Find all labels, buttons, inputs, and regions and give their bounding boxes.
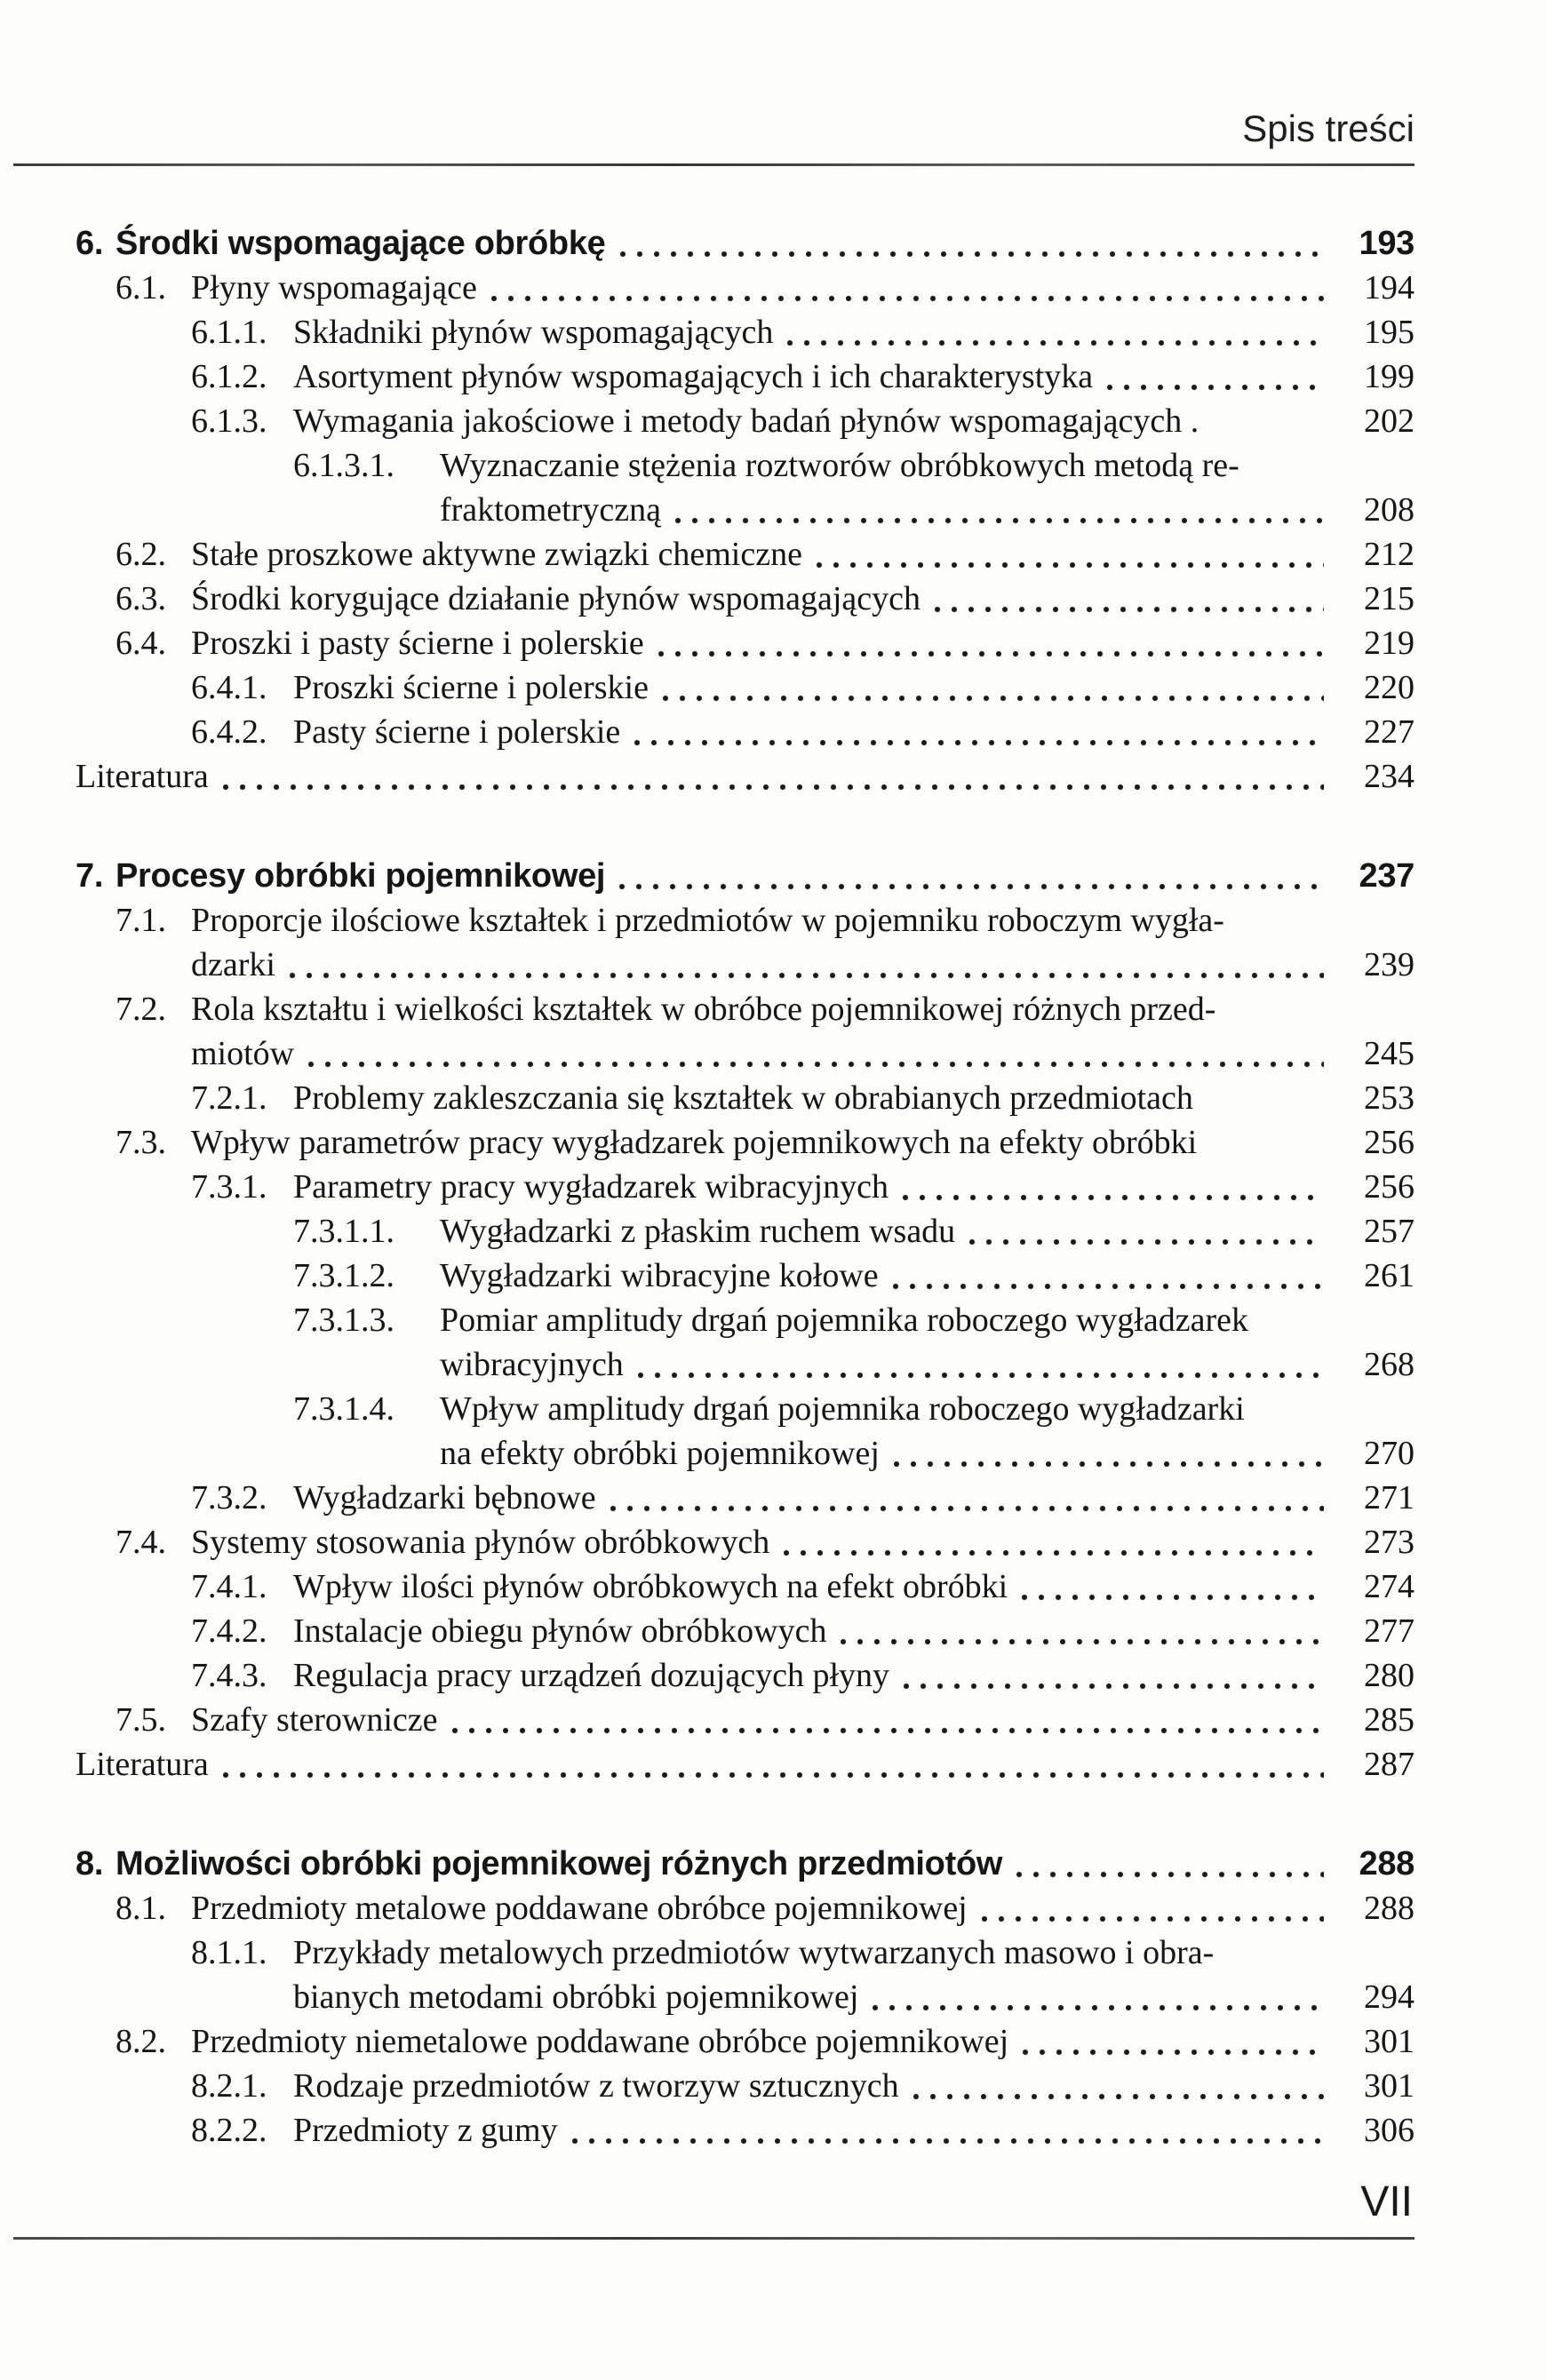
entry-title: Wygładzarki z płaskim ruchem wsadu (440, 1213, 956, 1250)
dot-leader (223, 1768, 1324, 1779)
entry-title: Przedmioty niemetalowe poddawane obróbce pojemnikowej (191, 2023, 1009, 2060)
dot-leader (893, 1279, 1324, 1290)
entry-page: 245 (1364, 1035, 1415, 1072)
entry-number: 7.5. (116, 1701, 166, 1739)
dot-leader (619, 880, 1324, 890)
toc-entry-row (76, 1342, 1415, 1387)
entry-page: 274 (1364, 1568, 1415, 1605)
entry-title: Proszki i pasty ścierne i polerskie (191, 625, 644, 662)
toc-entry-row (76, 2108, 1415, 2153)
entry-number: 6.3. (116, 580, 166, 617)
toc-entry-row (76, 1431, 1415, 1476)
dot-leader (903, 1190, 1324, 1201)
entry-title: Wyznaczanie stężenia roztworów obróbkowych metodą re- (440, 447, 1239, 484)
entry-number: 6.4.2. (191, 713, 267, 751)
toc-entry-row (76, 1698, 1415, 1742)
entry-page: 294 (1364, 1978, 1415, 2016)
entry-page: 273 (1364, 1524, 1415, 1561)
dot-leader (873, 2001, 1324, 2011)
toc-entry-row (76, 1387, 1415, 1431)
entry-title: Przykłady metalowych przedmiotów wytwarzanych masowo i obra- (293, 1934, 1215, 1971)
entry-title: Wpływ ilości płynów obróbkowych na efekt obróbki (293, 1568, 1008, 1605)
entry-page: 288 (1364, 1890, 1415, 1927)
entry-title: Wpływ parametrów pracy wygładzarek pojemnikowych na efekty obróbki (191, 1124, 1198, 1161)
dot-leader (620, 247, 1324, 258)
entry-number: 7.3.1.4. (293, 1390, 394, 1428)
entry-page: 268 (1364, 1346, 1415, 1383)
toc-entry-row (76, 1609, 1415, 1653)
toc-entry-row (76, 488, 1415, 532)
entry-number: 8.2.2. (191, 2112, 267, 2149)
entry-title: Rodzaje przedmiotów z tworzyw sztucznych (293, 2067, 899, 2105)
toc-entry-row (76, 1742, 1415, 1787)
entry-number: 8.1.1. (191, 1934, 267, 1971)
entry-number: 8.2. (116, 2023, 166, 2060)
entry-title: Asortyment płynów wspomagających i ich charakterystyka (293, 358, 1094, 395)
entry-page: 253 (1364, 1079, 1415, 1117)
toc-entry-row (76, 532, 1415, 577)
dot-leader (1022, 1590, 1324, 1601)
toc-entry-row (76, 1209, 1415, 1254)
entry-title: Przedmioty metalowe poddawane obróbce pojemnikowej (191, 1890, 968, 1927)
page-title: Spis treści (1242, 107, 1415, 149)
entry-number: 7.4.1. (191, 1568, 267, 1605)
dot-leader (784, 1546, 1324, 1556)
entry-page: 220 (1364, 669, 1415, 706)
toc-chapter-row (76, 854, 1415, 898)
entry-page: 256 (1364, 1124, 1415, 1161)
page-number: VII (1360, 2178, 1413, 2225)
entry-title: Literatura (76, 758, 209, 795)
entry-number: 7.2.1. (191, 1079, 267, 1117)
entry-page: 271 (1364, 1479, 1415, 1516)
entry-page: 239 (1364, 946, 1415, 983)
entry-title: Szafy sterownicze (191, 1701, 438, 1739)
entry-number: 7.4.2. (191, 1612, 267, 1650)
dot-leader (1023, 2045, 1324, 2056)
entry-number: 7.3.1.2. (293, 1257, 394, 1294)
entry-number: 7.3. (116, 1124, 166, 1161)
toc-entry-row (76, 754, 1415, 799)
entry-page: 199 (1364, 358, 1415, 395)
entry-title: Możliwości obróbki pojemnikowej różnych przedmiotów (116, 1845, 1003, 1883)
entry-number: 7.3.1.3. (293, 1301, 394, 1339)
entry-page: 202 (1364, 402, 1415, 440)
entry-page: 256 (1364, 1168, 1415, 1206)
entry-title: Środki wspomagające obróbkę (116, 225, 606, 262)
toc-entry-row (76, 1476, 1415, 1520)
header-divider (13, 163, 1415, 166)
entry-title: Wymagania jakościowe i metody badań płynów wspomagających . (293, 402, 1199, 440)
dot-leader (1107, 380, 1324, 391)
toc-entry-row (76, 1120, 1415, 1165)
toc-chapter-row (76, 1842, 1415, 1886)
entry-number: 6.4. (116, 625, 166, 662)
toc-section (76, 221, 1415, 799)
toc-entry-row (76, 1520, 1415, 1564)
entry-title: Instalacje obiegu płynów obróbkowych (293, 1612, 827, 1650)
toc-chapter-row (76, 221, 1415, 266)
entry-title: wibracyjnych (440, 1346, 624, 1383)
toc-entry-row (76, 1031, 1415, 1076)
toc-entry-row (76, 1254, 1415, 1298)
entry-title: Wygładzarki bębnowe (293, 1479, 596, 1516)
entry-title: Regulacja pracy urządzeń dozujących płyny (293, 1657, 890, 1694)
entry-title: Pomiar amplitudy drgań pojemnika roboczego wygładzarek (440, 1301, 1248, 1339)
entry-title: Rola kształtu i wielkości kształtek w obróbce pojemnikowej różnych przed- (191, 991, 1216, 1028)
toc-entry-row (76, 354, 1415, 399)
entry-title: Stałe proszkowe aktywne związki chemiczne (191, 536, 802, 573)
entry-number: 6.1.1. (191, 314, 267, 351)
entry-page: 195 (1364, 314, 1415, 351)
entry-title: fraktometryczną (440, 491, 661, 529)
entry-number: 6. (76, 225, 104, 262)
entry-title: Przedmioty z gumy (293, 2112, 558, 2149)
toc-entry-row (76, 665, 1415, 710)
entry-title: Problemy zakleszczania się kształtek w obrabianych przedmiotach (293, 1079, 1193, 1117)
toc-entry-row (76, 943, 1415, 987)
entry-title: Proszki ścierne i polerskie (293, 669, 649, 706)
dot-leader (663, 691, 1324, 702)
entry-page: 287 (1364, 1746, 1415, 1783)
dot-leader (817, 558, 1324, 569)
entry-page: 270 (1364, 1435, 1415, 1472)
toc-entry-row (76, 266, 1415, 310)
entry-page: 285 (1364, 1701, 1415, 1739)
toc-entry-row (76, 1165, 1415, 1209)
entry-number: 7.4.3. (191, 1657, 267, 1694)
entry-page: 208 (1364, 491, 1415, 529)
entry-page: 193 (1359, 225, 1415, 262)
toc-entry-row (76, 1564, 1415, 1609)
dot-leader (658, 647, 1324, 657)
toc-entry-row (76, 310, 1415, 354)
toc-entry-row (76, 710, 1415, 754)
toc-section (76, 854, 1415, 1787)
entry-title: Wpływ amplitudy drgań pojemnika roboczego wygładzarki (440, 1390, 1245, 1428)
dot-leader (913, 2089, 1324, 2100)
entry-page: 280 (1364, 1657, 1415, 1694)
entry-title: Parametry pracy wygładzarek wibracyjnych (293, 1168, 889, 1206)
toc (76, 221, 1415, 2153)
dot-leader (904, 1679, 1324, 1690)
entry-number: 6.1.3. (191, 402, 267, 440)
dot-leader (634, 736, 1324, 746)
toc-entry-row (76, 577, 1415, 621)
entry-title: miotów (191, 1035, 295, 1072)
dot-leader (841, 1635, 1324, 1645)
entry-title: Płyny wspomagające (191, 269, 477, 306)
entry-title: dzarki (191, 946, 275, 983)
entry-title: Wygładzarki wibracyjne kołowe (440, 1257, 879, 1294)
dot-leader (491, 291, 1324, 302)
entry-number: 6.1.3.1. (293, 447, 394, 484)
toc-entry-row (76, 1930, 1415, 1975)
entry-page: 227 (1364, 713, 1415, 751)
dot-leader (787, 336, 1324, 346)
entry-number: 7. (76, 857, 104, 895)
dot-leader (638, 1368, 1324, 1379)
entry-page: 219 (1364, 625, 1415, 662)
entry-title: Systemy stosowania płynów obróbkowych (191, 1524, 770, 1561)
entry-number: 8.2.1. (191, 2067, 267, 2105)
entry-number: 7.3.1.1. (293, 1213, 394, 1250)
toc-entry-row (76, 1298, 1415, 1342)
entry-number: 6.2. (116, 536, 166, 573)
entry-page: 301 (1364, 2023, 1415, 2060)
dot-leader (223, 780, 1324, 791)
entry-number: 7.3.1. (191, 1168, 267, 1206)
toc-entry-row (76, 399, 1415, 443)
entry-page: 212 (1364, 536, 1415, 573)
entry-title: bianych metodami obróbki pojemnikowej (293, 1978, 859, 2016)
entry-page: 288 (1359, 1845, 1415, 1883)
entry-page: 237 (1359, 857, 1415, 895)
dot-leader (935, 602, 1324, 613)
toc-entry-row (76, 443, 1415, 488)
footer-divider (13, 2237, 1415, 2240)
dot-leader (894, 1457, 1324, 1468)
entry-title: Składniki płynów wspomagających (293, 314, 774, 351)
entry-number: 6.1.2. (191, 358, 267, 395)
dot-leader (1213, 425, 1324, 435)
toc-entry-row (76, 1076, 1415, 1120)
entry-title: Środki korygujące działanie płynów wspomagających (191, 580, 920, 617)
toc-entry-row (76, 898, 1415, 943)
entry-title: Literatura (76, 1746, 209, 1783)
dot-leader (969, 1235, 1324, 1246)
toc-section (76, 1842, 1415, 2153)
toc-entry-row (76, 987, 1415, 1031)
entry-number: 8. (76, 1845, 104, 1883)
entry-page: 306 (1364, 2112, 1415, 2149)
entry-number: 7.3.2. (191, 1479, 267, 1516)
dot-leader (308, 1057, 1324, 1068)
dot-leader (290, 968, 1324, 979)
dot-leader (982, 1912, 1324, 1922)
entry-page: 257 (1364, 1213, 1415, 1250)
dot-leader (1207, 1102, 1324, 1112)
toc-entry-row (76, 1886, 1415, 1930)
toc-entry-row (76, 2064, 1415, 2108)
dot-leader (1016, 1867, 1324, 1878)
entry-title: Pasty ścierne i polerskie (293, 713, 621, 751)
entry-number: 7.1. (116, 902, 166, 939)
entry-page: 277 (1364, 1612, 1415, 1650)
toc-entry-row (76, 2019, 1415, 2064)
toc-entry-row (76, 1975, 1415, 2019)
entry-title: na efekty obróbki pojemnikowej (440, 1435, 880, 1472)
entry-number: 6.1. (116, 269, 166, 306)
entry-page: 194 (1364, 269, 1415, 306)
entry-title: Proporcje ilościowe kształtek i przedmiotów w pojemniku roboczym wygła- (191, 902, 1224, 939)
dot-leader (675, 513, 1324, 524)
dot-leader (452, 1723, 1325, 1734)
entry-number: 6.4.1. (191, 669, 267, 706)
dot-leader (572, 2134, 1324, 2145)
toc-entry-row (76, 1653, 1415, 1698)
entry-number: 7.2. (116, 991, 166, 1028)
dot-leader (610, 1501, 1324, 1512)
entry-page: 215 (1364, 580, 1415, 617)
page-header (76, 107, 1415, 166)
entry-page: 261 (1364, 1257, 1415, 1294)
entry-title: Procesy obróbki pojemnikowej (116, 857, 606, 895)
entry-page: 234 (1364, 758, 1415, 795)
entry-number: 8.1. (116, 1890, 166, 1927)
dot-leader (1211, 1146, 1324, 1157)
entry-page: 301 (1364, 2067, 1415, 2105)
entry-number: 7.4. (116, 1524, 166, 1561)
toc-entry-row (76, 621, 1415, 665)
